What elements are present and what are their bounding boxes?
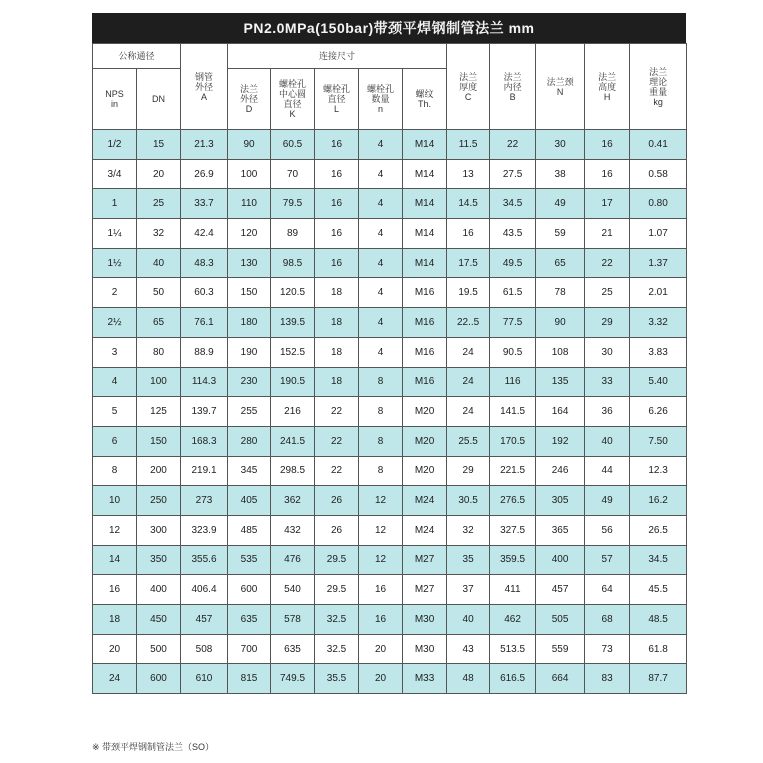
table-cell: 18 bbox=[315, 367, 359, 397]
table-cell: 12 bbox=[93, 515, 137, 545]
table-cell: M33 bbox=[403, 664, 447, 694]
table-cell: 273 bbox=[181, 486, 228, 516]
table-cell: 77.5 bbox=[490, 308, 536, 338]
table-cell: 16 bbox=[315, 219, 359, 249]
table-cell: 64 bbox=[585, 575, 630, 605]
table-cell: 815 bbox=[228, 664, 271, 694]
table-cell: 26.5 bbox=[630, 515, 687, 545]
table-cell: 20 bbox=[137, 159, 181, 189]
table-cell: 29 bbox=[585, 308, 630, 338]
table-cell: 80 bbox=[137, 337, 181, 367]
table-row bbox=[93, 219, 687, 249]
table-cell: 61.5 bbox=[490, 278, 536, 308]
table-cell: 5.40 bbox=[630, 367, 687, 397]
table-cell: 150 bbox=[228, 278, 271, 308]
table-cell: 12 bbox=[359, 515, 403, 545]
table-cell: 26 bbox=[315, 486, 359, 516]
table-cell: 32.5 bbox=[315, 634, 359, 664]
table-cell: 49 bbox=[536, 189, 585, 219]
table-cell: 11.5 bbox=[447, 130, 490, 160]
table-cell: 355.6 bbox=[181, 545, 228, 575]
table-cell: 327.5 bbox=[490, 515, 536, 545]
table-row bbox=[93, 605, 687, 635]
table-cell: 10 bbox=[93, 486, 137, 516]
table-cell: 8 bbox=[359, 397, 403, 427]
table-cell: 150 bbox=[137, 426, 181, 456]
table-cell: 4 bbox=[359, 337, 403, 367]
table-cell: 29 bbox=[447, 456, 490, 486]
table-cell: 635 bbox=[228, 605, 271, 635]
table-row bbox=[93, 456, 687, 486]
table-cell: 700 bbox=[228, 634, 271, 664]
table-cell: 90.5 bbox=[490, 337, 536, 367]
table-cell: 305 bbox=[536, 486, 585, 516]
table-row bbox=[93, 337, 687, 367]
table-cell: 4 bbox=[359, 189, 403, 219]
table-cell: 21.3 bbox=[181, 130, 228, 160]
table-cell: 485 bbox=[228, 515, 271, 545]
table-cell: 87.7 bbox=[630, 664, 687, 694]
table-cell: M20 bbox=[403, 426, 447, 456]
table-cell: 98.5 bbox=[271, 248, 315, 278]
table-cell: 15 bbox=[137, 130, 181, 160]
table-cell: 17 bbox=[585, 189, 630, 219]
table-cell: 616.5 bbox=[490, 664, 536, 694]
table-cell: 16 bbox=[585, 159, 630, 189]
table-cell: 16 bbox=[315, 189, 359, 219]
table-cell: 70 bbox=[271, 159, 315, 189]
table-cell: 76.1 bbox=[181, 308, 228, 338]
table-cell: 350 bbox=[137, 545, 181, 575]
table-cell: 2.01 bbox=[630, 278, 687, 308]
table-cell: 35 bbox=[447, 545, 490, 575]
table-cell: 635 bbox=[271, 634, 315, 664]
table-cell: 476 bbox=[271, 545, 315, 575]
table-cell: 457 bbox=[536, 575, 585, 605]
table-cell: 152.5 bbox=[271, 337, 315, 367]
table-cell: 29.5 bbox=[315, 575, 359, 605]
table-cell: 250 bbox=[137, 486, 181, 516]
table-cell: 26 bbox=[315, 515, 359, 545]
table-cell: 20 bbox=[93, 634, 137, 664]
table-cell: 16 bbox=[359, 605, 403, 635]
table-cell: 7.50 bbox=[630, 426, 687, 456]
table-cell: M27 bbox=[403, 575, 447, 605]
table-cell: 406.4 bbox=[181, 575, 228, 605]
table-cell: 110 bbox=[228, 189, 271, 219]
table-cell: 33.7 bbox=[181, 189, 228, 219]
table-cell: 27.5 bbox=[490, 159, 536, 189]
table-cell: M20 bbox=[403, 397, 447, 427]
table-cell: 280 bbox=[228, 426, 271, 456]
table-cell: 1 bbox=[93, 189, 137, 219]
flange-spec-sheet bbox=[92, 13, 686, 694]
table-cell: 4 bbox=[359, 278, 403, 308]
header-dn: DN bbox=[137, 69, 181, 130]
table-cell: 57 bbox=[585, 545, 630, 575]
table-cell: 20 bbox=[359, 664, 403, 694]
table-cell: 16.2 bbox=[630, 486, 687, 516]
table-cell: 34.5 bbox=[630, 545, 687, 575]
table-row bbox=[93, 426, 687, 456]
table-cell: 6.26 bbox=[630, 397, 687, 427]
table-cell: 100 bbox=[228, 159, 271, 189]
table-cell: 3.83 bbox=[630, 337, 687, 367]
flange-spec-table bbox=[92, 43, 687, 694]
table-cell: 125 bbox=[137, 397, 181, 427]
table-cell: 37 bbox=[447, 575, 490, 605]
table-cell: 30 bbox=[585, 337, 630, 367]
table-cell: 25.5 bbox=[447, 426, 490, 456]
table-cell: 170.5 bbox=[490, 426, 536, 456]
table-cell: 35.5 bbox=[315, 664, 359, 694]
table-cell: 20 bbox=[359, 634, 403, 664]
table-cell: 65 bbox=[137, 308, 181, 338]
table-cell: 29.5 bbox=[315, 545, 359, 575]
table-cell: 190.5 bbox=[271, 367, 315, 397]
table-cell: 345 bbox=[228, 456, 271, 486]
table-cell: 141.5 bbox=[490, 397, 536, 427]
table-cell: 219.1 bbox=[181, 456, 228, 486]
header-height: 法兰 高度 H bbox=[585, 44, 630, 130]
table-cell: 22..5 bbox=[447, 308, 490, 338]
table-cell: 255 bbox=[228, 397, 271, 427]
table-cell: 24 bbox=[447, 397, 490, 427]
table-cell: 400 bbox=[536, 545, 585, 575]
table-row bbox=[93, 575, 687, 605]
table-cell: 18 bbox=[93, 605, 137, 635]
table-cell: 365 bbox=[536, 515, 585, 545]
table-cell: 16 bbox=[315, 130, 359, 160]
table-cell: 83 bbox=[585, 664, 630, 694]
table-cell: 139.7 bbox=[181, 397, 228, 427]
table-cell: 298.5 bbox=[271, 456, 315, 486]
table-cell: 3.32 bbox=[630, 308, 687, 338]
table-cell: 462 bbox=[490, 605, 536, 635]
table-cell: 3/4 bbox=[93, 159, 137, 189]
table-cell: 48.3 bbox=[181, 248, 228, 278]
table-cell: 16 bbox=[447, 219, 490, 249]
table-cell: 168.3 bbox=[181, 426, 228, 456]
table-cell: M16 bbox=[403, 278, 447, 308]
header-neck: 法兰颈 N bbox=[536, 44, 585, 130]
table-cell: 362 bbox=[271, 486, 315, 516]
table-cell: 1½ bbox=[93, 248, 137, 278]
table-cell: 120.5 bbox=[271, 278, 315, 308]
table-cell: 60.3 bbox=[181, 278, 228, 308]
table-cell: 90 bbox=[228, 130, 271, 160]
table-cell: 411 bbox=[490, 575, 536, 605]
table-cell: 65 bbox=[536, 248, 585, 278]
table-cell: 16 bbox=[585, 130, 630, 160]
table-cell: 405 bbox=[228, 486, 271, 516]
table-row bbox=[93, 634, 687, 664]
table-cell: 432 bbox=[271, 515, 315, 545]
table-cell: M16 bbox=[403, 308, 447, 338]
table-cell: 3 bbox=[93, 337, 137, 367]
table-cell: 535 bbox=[228, 545, 271, 575]
table-cell: M16 bbox=[403, 337, 447, 367]
table-cell: 16 bbox=[359, 575, 403, 605]
table-cell: 610 bbox=[181, 664, 228, 694]
table-row bbox=[93, 159, 687, 189]
table-cell: 8 bbox=[359, 367, 403, 397]
table-cell: 1/2 bbox=[93, 130, 137, 160]
table-row bbox=[93, 308, 687, 338]
table-cell: 4 bbox=[359, 130, 403, 160]
table-cell: 48 bbox=[447, 664, 490, 694]
table-cell: 32.5 bbox=[315, 605, 359, 635]
table-cell: 4 bbox=[359, 159, 403, 189]
table-cell: 16 bbox=[93, 575, 137, 605]
table-cell: 22 bbox=[585, 248, 630, 278]
table-cell: 22 bbox=[315, 426, 359, 456]
table-row bbox=[93, 545, 687, 575]
table-cell: 14.5 bbox=[447, 189, 490, 219]
table-cell: 61.8 bbox=[630, 634, 687, 664]
table-cell: 457 bbox=[181, 605, 228, 635]
table-cell: 513.5 bbox=[490, 634, 536, 664]
table-cell: 190 bbox=[228, 337, 271, 367]
table-cell: M24 bbox=[403, 515, 447, 545]
table-cell: 18 bbox=[315, 337, 359, 367]
table-cell: 48.5 bbox=[630, 605, 687, 635]
header-inner: 法兰 内径 B bbox=[490, 44, 536, 130]
table-cell: 180 bbox=[228, 308, 271, 338]
table-cell: 139.5 bbox=[271, 308, 315, 338]
table-row bbox=[93, 278, 687, 308]
table-cell: 34.5 bbox=[490, 189, 536, 219]
table-cell: 4 bbox=[359, 248, 403, 278]
table-row bbox=[93, 367, 687, 397]
table-cell: 21 bbox=[585, 219, 630, 249]
table-cell: 130 bbox=[228, 248, 271, 278]
footnote: ※ 带颈平焊钢制管法兰（SO） bbox=[92, 742, 215, 752]
table-cell: 559 bbox=[536, 634, 585, 664]
table-cell: 135 bbox=[536, 367, 585, 397]
table-cell: 18 bbox=[315, 308, 359, 338]
table-cell: 2 bbox=[93, 278, 137, 308]
table-cell: 30.5 bbox=[447, 486, 490, 516]
table-cell: 40 bbox=[585, 426, 630, 456]
table-cell: 1.37 bbox=[630, 248, 687, 278]
table-cell: 749.5 bbox=[271, 664, 315, 694]
table-cell: 45.5 bbox=[630, 575, 687, 605]
table-cell: 18 bbox=[315, 278, 359, 308]
table-cell: 50 bbox=[137, 278, 181, 308]
table-cell: 17.5 bbox=[447, 248, 490, 278]
table-cell: 359.5 bbox=[490, 545, 536, 575]
table-cell: 33 bbox=[585, 367, 630, 397]
table-cell: 116 bbox=[490, 367, 536, 397]
table-cell: 400 bbox=[137, 575, 181, 605]
table-cell: 120 bbox=[228, 219, 271, 249]
table-cell: 241.5 bbox=[271, 426, 315, 456]
table-cell: 4 bbox=[359, 308, 403, 338]
table-cell: 49 bbox=[585, 486, 630, 516]
table-cell: 1.07 bbox=[630, 219, 687, 249]
table-cell: 16 bbox=[315, 159, 359, 189]
table-cell: 24 bbox=[447, 337, 490, 367]
header-bolt-hole: 螺栓孔 直径 L bbox=[315, 69, 359, 130]
table-body bbox=[93, 130, 687, 694]
table-cell: 508 bbox=[181, 634, 228, 664]
table-cell: 14 bbox=[93, 545, 137, 575]
table-cell: 1¼ bbox=[93, 219, 137, 249]
table-cell: 60.5 bbox=[271, 130, 315, 160]
table-cell: 24 bbox=[93, 664, 137, 694]
table-cell: 8 bbox=[93, 456, 137, 486]
table-row bbox=[93, 189, 687, 219]
table-cell: 24 bbox=[447, 367, 490, 397]
table-cell: 300 bbox=[137, 515, 181, 545]
table-cell: 8 bbox=[359, 456, 403, 486]
table-cell: 4 bbox=[359, 219, 403, 249]
table-cell: 36 bbox=[585, 397, 630, 427]
table-cell: 6 bbox=[93, 426, 137, 456]
table-cell: 540 bbox=[271, 575, 315, 605]
table-cell: 68 bbox=[585, 605, 630, 635]
table-cell: 43 bbox=[447, 634, 490, 664]
table-cell: 90 bbox=[536, 308, 585, 338]
table-row bbox=[93, 664, 687, 694]
header-thread: 螺纹 Th. bbox=[403, 69, 447, 130]
table-cell: 78 bbox=[536, 278, 585, 308]
table-row bbox=[93, 515, 687, 545]
table-cell: 500 bbox=[137, 634, 181, 664]
header-nominal: 公称通径 bbox=[93, 44, 181, 69]
table-cell: 79.5 bbox=[271, 189, 315, 219]
table-cell: 73 bbox=[585, 634, 630, 664]
header-weight: 法兰 理论 重量 kg bbox=[630, 44, 687, 130]
table-cell: 0.80 bbox=[630, 189, 687, 219]
table-cell: 32 bbox=[137, 219, 181, 249]
table-cell: 44 bbox=[585, 456, 630, 486]
table-cell: 0.58 bbox=[630, 159, 687, 189]
table-cell: 25 bbox=[137, 189, 181, 219]
header-nps: NPS in bbox=[93, 69, 137, 130]
table-cell: 38 bbox=[536, 159, 585, 189]
table-cell: 88.9 bbox=[181, 337, 228, 367]
header-bolt-circle: 螺栓孔 中心圆 直径 K bbox=[271, 69, 315, 130]
header-thickness: 法兰 厚度 C bbox=[447, 44, 490, 130]
table-cell: 505 bbox=[536, 605, 585, 635]
table-cell: 4 bbox=[93, 367, 137, 397]
table-cell: 19.5 bbox=[447, 278, 490, 308]
table-cell: M14 bbox=[403, 248, 447, 278]
table-cell: 600 bbox=[228, 575, 271, 605]
table-cell: 25 bbox=[585, 278, 630, 308]
table-cell: M14 bbox=[403, 130, 447, 160]
table-cell: 600 bbox=[137, 664, 181, 694]
table-cell: 192 bbox=[536, 426, 585, 456]
table-cell: M14 bbox=[403, 159, 447, 189]
table-cell: 59 bbox=[536, 219, 585, 249]
table-cell: 664 bbox=[536, 664, 585, 694]
table-cell: 230 bbox=[228, 367, 271, 397]
table-cell: 221.5 bbox=[490, 456, 536, 486]
table-cell: 108 bbox=[536, 337, 585, 367]
table-cell: M30 bbox=[403, 634, 447, 664]
table-cell: M24 bbox=[403, 486, 447, 516]
table-cell: M16 bbox=[403, 367, 447, 397]
table-cell: 164 bbox=[536, 397, 585, 427]
table-cell: M14 bbox=[403, 219, 447, 249]
table-cell: 40 bbox=[137, 248, 181, 278]
table-cell: 200 bbox=[137, 456, 181, 486]
table-cell: 578 bbox=[271, 605, 315, 635]
table-cell: 12.3 bbox=[630, 456, 687, 486]
table-row bbox=[93, 130, 687, 160]
table-cell: 12 bbox=[359, 545, 403, 575]
table-cell: 323.9 bbox=[181, 515, 228, 545]
table-cell: 40 bbox=[447, 605, 490, 635]
table-cell: 30 bbox=[536, 130, 585, 160]
table-cell: 56 bbox=[585, 515, 630, 545]
header-connect: 连接尺寸 bbox=[228, 44, 447, 69]
table-cell: 100 bbox=[137, 367, 181, 397]
table-cell: M14 bbox=[403, 189, 447, 219]
table-cell: 42.4 bbox=[181, 219, 228, 249]
table-cell: 216 bbox=[271, 397, 315, 427]
table-cell: 32 bbox=[447, 515, 490, 545]
table-cell: 12 bbox=[359, 486, 403, 516]
table-cell: 0.41 bbox=[630, 130, 687, 160]
table-cell: M20 bbox=[403, 456, 447, 486]
table-cell: M30 bbox=[403, 605, 447, 635]
table-cell: 5 bbox=[93, 397, 137, 427]
table-cell: 246 bbox=[536, 456, 585, 486]
table-cell: 89 bbox=[271, 219, 315, 249]
table-cell: 49.5 bbox=[490, 248, 536, 278]
table-cell: 8 bbox=[359, 426, 403, 456]
header-bolt-count: 螺栓孔 数量 n bbox=[359, 69, 403, 130]
table-title: PN2.0MPa(150bar)带颈平焊钢制管法兰 mm bbox=[92, 13, 686, 43]
table-cell: 22 bbox=[315, 456, 359, 486]
table-cell: 26.9 bbox=[181, 159, 228, 189]
table-cell: 22 bbox=[315, 397, 359, 427]
header-pipe-od: 钢管 外径 A bbox=[181, 44, 228, 130]
table-row bbox=[93, 486, 687, 516]
table-cell: 13 bbox=[447, 159, 490, 189]
table-cell: 16 bbox=[315, 248, 359, 278]
header-flange-od: 法兰 外径 D bbox=[228, 69, 271, 130]
table-cell: M27 bbox=[403, 545, 447, 575]
table-cell: 2½ bbox=[93, 308, 137, 338]
table-row bbox=[93, 248, 687, 278]
table-cell: 114.3 bbox=[181, 367, 228, 397]
table-cell: 450 bbox=[137, 605, 181, 635]
table-cell: 276.5 bbox=[490, 486, 536, 516]
table-row bbox=[93, 397, 687, 427]
table-cell: 43.5 bbox=[490, 219, 536, 249]
table-cell: 22 bbox=[490, 130, 536, 160]
